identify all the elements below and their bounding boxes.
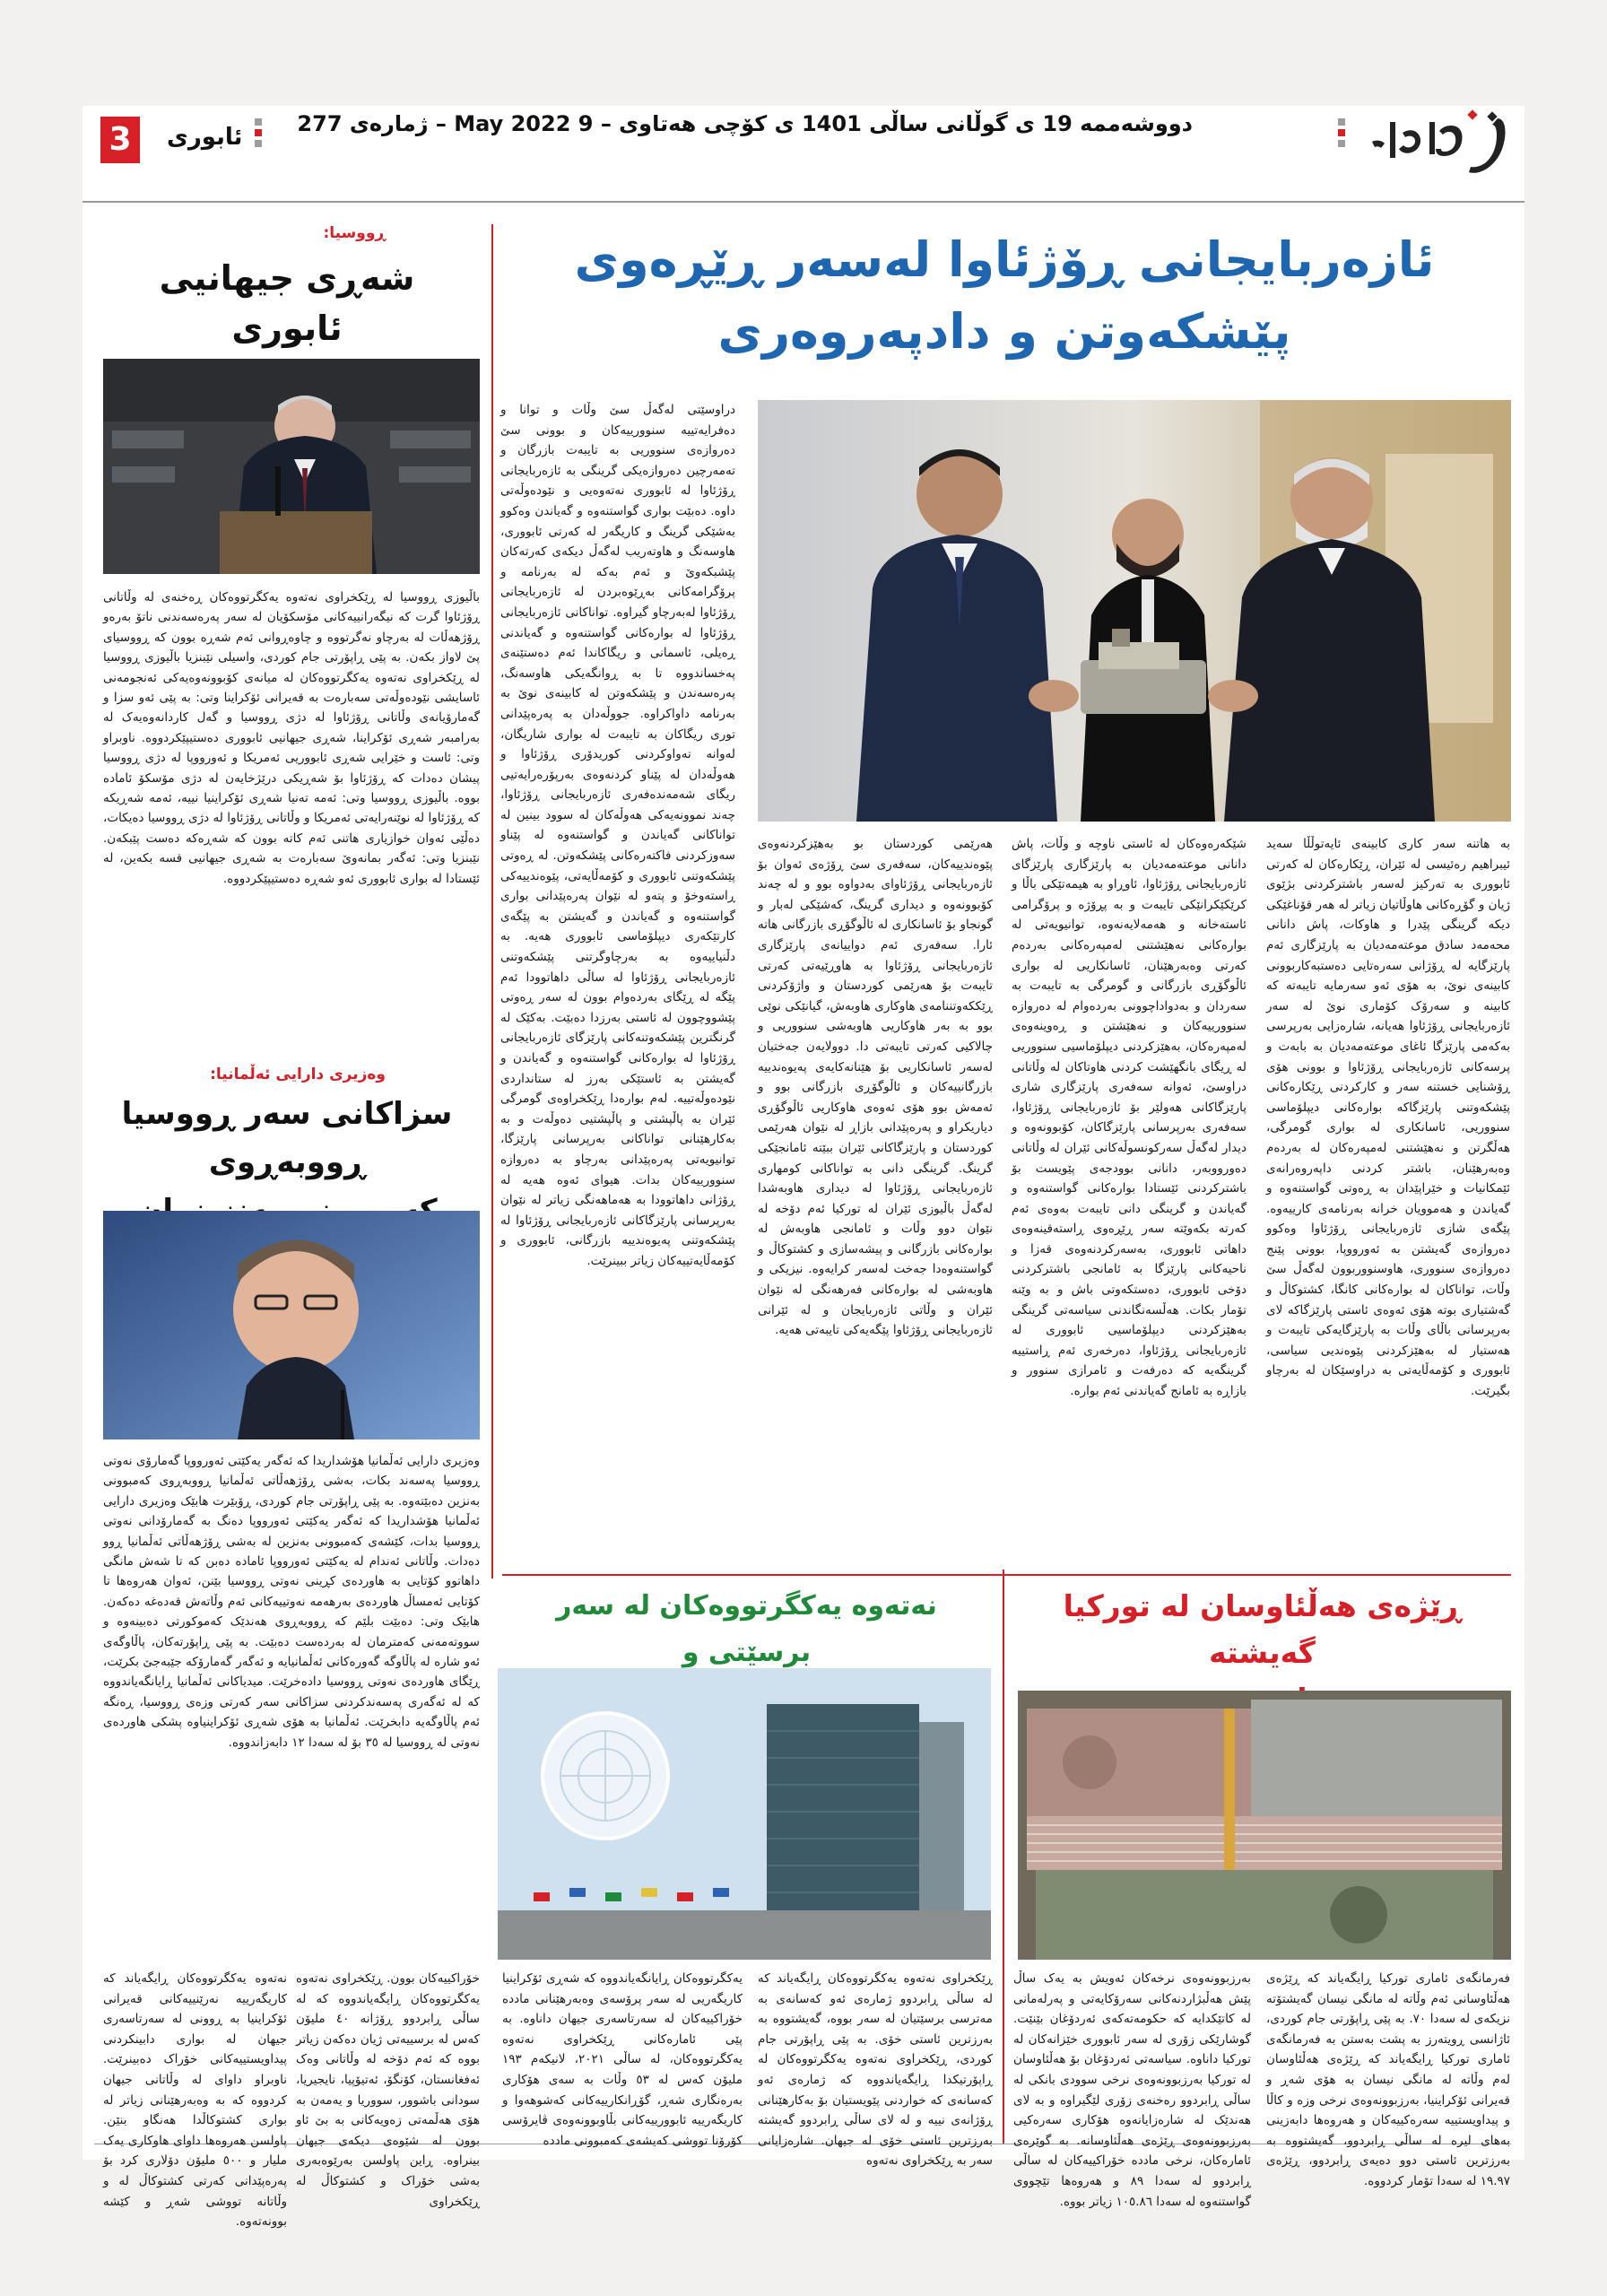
side-story1-body-column — [103, 587, 480, 1054]
turkey-story-text-b: بەرزبوونەوەی نرخەکان ئەویش بە یەک ساڵ پێش هەڵبژاردنەکانی سەرۆکایەتی و پەرلەمانی لە کاتێکدایە کە حکومەتەکەی ئەردۆغان بێنێت. گوشارێکی زۆری لە سەر ئابووری خێزانەکان لە تورکیا داناوە. سیاسەتی ئەردۆغان بۆ هەڵئاوسان لە تورکیا بەرزبوونەوەی نرخی سوودی بانکی لە ساڵی ڕابردوو رەخنەی زۆری لێگیراوە و بە لای هەندێک لە شارەزایانەوە هۆکاری سەرەکیی بەرزبوونەوەی ڕێژەی هەڵئاوسانە. بە گوێرەی ئامارەکان، نرخی ماددە خۆراکییەکان لە ساڵی ڕابردوو لە سەدا ٨٩ و هەروەها تێچووی گواستنەوە لە سەدا ١٠٥.٨٦ زیاتر بووە. — [1013, 1971, 1251, 2209]
section-label: ئابوری — [167, 124, 243, 151]
main-story-text-middle: هەرێمی کوردستان بو بەهێزکردنەوەی پێوەندییەکان، سەفەری سێ ڕۆژەی ئەوان بۆ ئازەربایجانی ڕۆژئاوای بەدواوە بوو و لە چەند کۆبوونەوە و دیداری گرینگ، کەشێکی لەبار و گونجاو بۆ ئاسانکاری لە ئاڵوگۆڕی بازرگانی هاتە ئارا. سەفەری ئەم دواییانەی پارێزگاری ئازەربایجانی ڕۆژئاوا بە هاوڕێیەتی کەرتی تایبەت بۆ هەرێمی کوردستان و واژۆکردنی ڕێککەوتننامەی هاوکاری هاوبەش، گیانێکی نوێی بوو بە بەر هاوکاریی هاوبەشی سنووریی و چالاکیی کەرتی تایبەتی دا. دوولایەن جەختیان لەسەر ئاسانکاریی بۆ هێنانەکایەی پەیوەندییە بازرگانییەکان و ئاڵوگۆڕی بازرگانی بوو و ئەمەش بوو هۆی ئەوەی هاوکاریی ئاڵوگۆڕی دیاریکراو و پەرەپێدانی بازاڕ لە نێوان هەرێمی کوردستان و پارێزگاکانی ئێران ببێتە ئامانجێکی گرینگ. گرینگی دانی بە تواناکانی کومهاری ئازەربایجانی ڕۆژئاوا لە دیداری هاوبەشدا لەگەڵ باڵیوزی ئێران لە تورکیا ئەم دۆخە لە نێوان دوو وڵات و ئامانجی هاوبەش لە بوارەکانی بازرگانی و پیشەسازی و کشتوکاڵ و گواستنەوەدا جەخت لەسەر کرایەوە. نیزیکی و هاوبەشی لە بوارەکانی فەرهەنگی لە نێوان ئێران و وڵاتی ئازەربایجان و لە ئێرانی ئازەربایجانی ڕۆژئاوا پێگەیەکی تایبەتی هەیە. — [758, 837, 993, 1338]
turkey-story-text-a: فەرمانگەی ئاماری تورکیا ڕایگەیاند کە ڕێژەی هەڵئاوسانی ئەم وڵاتە لە مانگی نیسان گەیشتۆتە نزیکەی لە سەدا ٧٠. بە پێی ڕاپۆرتی جام کوردی، ئاژانسی ڕویتەرز بە پشت بەستن بە فەرمانگەی ئاماری تورکیا ڕایگەیاند کە ڕێژەی هەڵئاوسان لەم وڵاتە لە مانگی نیسان بە هۆی شەڕ و قەیرانی ئۆکراینیا، بەرزبوونەوەی نرخی وزە و کاڵا و پیداویستییە سەرەکییەکان و هەروەها دابەزینی بەهای لیرە لە ساڵی ڕابردوو، گەیشتووە بە بەرزترین ئاستی دوو دەیەی ڕابردوو، ڕێژەی ١٩.٩٧ لە سەدا تۆمار کردووە. — [1266, 1971, 1510, 2188]
side-story2-body: وەزیری دارایی ئەڵمانیا هۆشداریدا کە ئەگەر یەکێتی ئەورووپا گەمارۆی نەوتی ڕووسیا پەسەند بکات، بەشی ڕۆژهەڵاتی ئەڵمانیا ڕووبەڕوی کەمبوونی بەنزین دەبێتەوە. بە پێی ڕاپۆرتی جام کوردی، ڕۆبێرت هابێک وەزیری دارایی ئەڵمانیا هۆشداریدا کە ئەگەر یەکێتی ئەورووپا دەنگ بە گەمارۆدانی نەوتی ڕووسیا بدات، کێشەی کەمبوونی بەنزین لە بەشی ڕۆژهەڵاتی ئەڵمانیا ڕوو دەدات. وڵاتانی ئەندام لە یەکێتی ئەورووپا ئامادە دەبن کە تا شەش مانگی داهاتوو کۆتایی بە هاوردەی کڕینی نەوتی ڕووسیا بێنن، ئەوان هەروەها تا کۆتایی ئەمساڵ هاوردەی بەرهەمە نەوتییەکانی ئەم وڵاتەش قەدەغە دەکەن. هابێک وتی: دەبێت بلێم کە ڕووبەڕوی هەندێک کەموکورتی دەبینەوە و سووتەمەنی کەمترمان لە بەردەست دەبێت. بە پێی ڕاپۆرتەکان، پاڵاوگەی ئەو شارە لە پاڵاوگە گەورەکانی ئەڵمانیایە و ئەگەر گەمارۆکە جێبەجێ بکرێت، ڕێگای هاوردەی نەوتی ڕووسیا دادەخرێت. میدیاکانی ئەڵمانیا ڕایانگەیاندووە کە لە ئەگەری پەسەندکردنی سزاکانی سەر کەرتی وزەی ڕووسیا، ڕەنگە ئەم پاڵاوگەیە دابخرێت. ئەڵمانیا بە هۆی شەڕی ئۆکراینیاوە پشکی هاوردەی نەوتی لە ڕووسیا لە ٣٥ بۆ لە سەدا ١٢ دابەزاندووە. — [103, 1454, 480, 1750]
side-story2-headline-line1: سزاکانی سەر ڕووسیا ڕووبەڕوی — [121, 1096, 453, 1180]
side-story1-photo-ambassador — [103, 359, 480, 574]
side-story1-body: باڵیوزی ڕووسیا لە ڕێکخراوی نەتەوە یەکگرتووەکان ڕەخنەی لە وڵاتانی ڕۆژئاوا گرت کە نیگەرانییەکانی مۆسکۆیان لە سەر پەرەسەندنی ناتۆ بەرەو ڕۆژهەڵات لە بەرچاو نەگرتووە و چاوەڕوانی ئەم شەڕە بوون کە ڕووسیای پێ لاواز بکەن. بە پێی ڕاپۆرتی جام کوردی، واسیلی نێبنزیا باڵیوزی ڕووسیا لە ڕێکخراوی نەتەوە یەکگرتووەکان لە میانەی کۆبوونەوەیەکی ئەنجومەنی ئاسایشی نێودەوڵەتی سەبارەت بە قەیرانی ئۆکراینا وتی: بە پێی ئەو سزا و گەمارۆیانەی وڵاتانی ڕۆژئاوا لە دژی ڕووسیا و گەل کاردانەوەیەک لە بەرامبەر شەڕی ئۆکراینا، شەڕی جیهانیی ئابووری دەستیپێکردووە. ناوبراو وتی: ئاست و خێرایی شەڕی ئابووریی ئەمریکا و ئەورووپا لە دژی ڕووسیا پیشان دەدات کە ڕۆژئاوا بۆ شەڕیکی درێژخایەن لە دژی مۆسکۆ ئامادە بووە. باڵیوزی ڕووسیا وتی: ئەمە تەنیا شەڕی ئۆکراینیا نییە، ئەمە شەڕیکە کە ڕۆژئاوا لە نوێنەرایەتی ئەمریکا و وڵاتانی ڕۆژئاوا لە دژی ڕووسیا دەیکات، دەڵێی ئەوان خوازیاری هاتنی ئەم کاتە بوون کە شەڕەکە دەست پێبکەن. نێبنزیا وتی: ئەگەر بمانەوێ سەبارەت بە شەڕی جیهانیی قسە بکەین، لە ئێستادا لە بواری ئابووری ئەو شەڕە دەستیپێکردووە. — [103, 590, 480, 886]
main-headline — [502, 224, 1507, 368]
header-dots-left — [255, 115, 264, 151]
un-story-headline-line1: نەتەوە یەکگرتووەکان لە سەر برسێتی و — [556, 1590, 937, 1668]
main-story-column-middle — [758, 834, 993, 1568]
turkey-story-column-b — [1013, 1969, 1251, 2209]
un-story-text-d: نەتەوە یەکگرتووەکان ڕایگەیاند کە کاریگەرییە نەرێنییەکانی قەیرانی ئۆکراینیا بە ڕوونی لە سەرتاسەری جیهان لە بواری دابینکردنی پیداویستییەکانی خۆراک دەبینرێت. ناوبراو داوای لە وڵاتانی جیهان کردووە کە بە وەبەرهێنانی زیاتر لە بواری کشتوکاڵدا هەنگاو بنێن. پاولسن هەروەها داوای هاوکاری یەک ملیار و ٥٠٠ ملیۆن دۆلاری کرد بۆ پەرەپێدانی کەرتی کشتوکاڵ لە و وڵاتانە تووشی شەڕ و کێشە بوونەتەوە. — [103, 1971, 287, 2230]
un-story-photo-headquarters — [498, 1668, 991, 1960]
turkey-story-headline-line1: ڕێژەی هەڵئاوسان لە تورکیا گەیشتە — [1063, 1588, 1462, 1670]
page-number: 3 — [100, 117, 140, 163]
main-headline-line2: پێشکەوتن و دادپەروەری — [717, 303, 1291, 360]
issue-dateline: دووشەممە 19 ی گوڵانی ساڵی 1401 ی کۆچی هەتاوی – 9 May 2022 – ژمارەی 277 — [297, 111, 1193, 136]
side-story1-headline-line1: شەڕی جیهانیی ئابوری — [159, 258, 415, 348]
turkey-story-photo-banknotes — [1018, 1691, 1511, 1960]
un-story-column-d — [103, 1969, 287, 2230]
un-story-column-c — [296, 1969, 480, 2209]
un-story-text-a: ڕێکخراوی نەتەوە یەکگرتووەکان ڕایگەیاند کە لە ساڵی ڕابردوو ژمارەی ئەو کەسانەی بە مەترسی برسێتیان لە سەر بووە، گەیشتووە بە بەرزترین ئاستی خۆی. بە پێی ڕاپۆرتی جام کوردی، ڕێکخراوی نەتەوە یەکگرتووەکان لە ڕاپۆرتیکدا ڕایگەیاندووە کە ژمارەی ئەو کەسانەی کە خواردنی پێویستیان بۆ بەکارهێنانی ڕۆژانەی نییە و لە لای ساڵی ڕابردوو گەیشتە بەرزترین ئاستی خۆی لە جیهان. شارەزایانی سەر بە ڕێکخراوی نەتەوە — [758, 1971, 993, 2169]
main-story-text-b: شێکەرەوەکان لە ئاستی ناوچە و وڵات، پاش دانانی موعتەمەدیان بە پارێزگاری پارێزگای ئازەربایجانی ڕۆژئاوا، ئاوڕاو بە هیمەتێکی باڵا و کرێکێکرانێکی تایبەت و بە پڕۆژە و پرۆگرامی ئاستەخانە و هەمەلایەنەوە، توانیویەتی لە بوارەکانی نەهێشتنی لەمپەرەکانی بەردەم کەرتی وەبەرهێنان، ئاسانکاریی لە بواری ئاڵوگۆڕی بازرگانی و گومرگی بە تایبەت بە سەردان و بەدواداچوونی بەردەوام لە دەروازە سنوورییەکان و نەهێشتن و ڕەوینەوەی لەمپەرەکان، بەهێزکردنی دیپلۆماسیی سنووریی لە ڕیگای بانگهێشت کردنی هاوتاکان لە وڵاتانی دراوسێ، ئەوانە سەفەری پارێزگاری شاری پارێزگاکانی هەولێر بۆ ئازەربایجانی ڕۆژئاوا، سەفەری بەرپرسانی پارێزگاکان، کۆبوونەوە و دیدار لەگەڵ سەرکونسوڵەکانی ئێران لە وڵاتانی دەورووبەر، دانانی بوودجەی پێویست بۆ باشترکردنی ئێستادا بوارەکانی گواستنەوە و گەیاندن و گرینگی دانی تایبەت بەوەی ئەم کەرتە بکەوێتە سەر ڕێڕەوی ڕاستەقینەوەی داهاتی ئابووری، بەسەرکردنەوەی قەزا و ناحیەکانی پارێزگا بە ئامانجی باشترکردنی دۆخی ئابووری، دەستکەوتی باش و بە وێنە تۆمار بکات. هەڵسەنگاندنی سیاسەتی گرینگی بەهێزکردنی دیپلۆماسیی ئابووری لە ئازەربایجانی ڕۆژئاوا، دەرخەری ئەم ڕاستییە گرینگەیە کە دەرفەت و ئامرازی سنوور و بازاڕە بە ئامانج گەیاندنی ئەم بوارە. — [1012, 837, 1247, 1399]
side-story2-kicker: وەزیری دارایی ئەڵمانیا: — [210, 1065, 386, 1083]
column-separator-bottom — [1003, 1570, 1004, 2144]
turkey-story-column-a — [1266, 1969, 1510, 2188]
side-story2-body-column — [103, 1451, 480, 1935]
side-story2-photo-minister — [103, 1211, 480, 1439]
header-dots-right — [1338, 115, 1347, 151]
main-story-column-left — [500, 400, 735, 1566]
main-story-column-b — [1012, 834, 1247, 1568]
un-story-column-b — [502, 1969, 743, 2148]
header-divider — [83, 201, 1524, 203]
bottom-story-rule — [502, 1574, 1511, 1576]
un-story-text-c: خۆراکییەکان بوون. ڕێکخراوی نەتەوە یەکگرتووەکان ڕایگەیاندووە کە لە ساڵی ڕابردوو ڕۆژانە ٤٠ ملیۆن کەس لە برسییەتی ژیان دەکەن زیاتر بووە کە ئەم دۆخە لە وڵاتانی وەک ئەفغانستان، کۆنگۆ، ئەتیۆپیا، نایجیریا، سودانی باشوور، سووریا و یەمەن بە هۆی هەڵمەتی زەویەکانی بە بێ ئاو بوون لە شێوەی دیکەی جیهان بینراوە. ڕاین پاولسن بەرێوەبەری بەشی خۆراک و کشتوکاڵ لە ڕێکخراوی — [296, 1971, 480, 2209]
un-story-column-a — [758, 1969, 993, 2169]
main-headline-line1: ئازەربایجانی ڕۆژئاوا لەسەر ڕێڕەوی — [574, 231, 1435, 288]
main-story-text-left: دراوسێتی لەگەڵ سێ وڵات و توانا و دەفرایەتییە سنوورییەکان و بوونی سێ دەروازەی سنووریی بە تایبەت بازرگان و تەمەرچین دەروازەیکی گرینگی بە ئازەربایجانی ڕۆژئاوا لە ئابووری نەتەوەیی و نێودەوڵەتی داوە. دەبێت بواری گواستنەوە و گەیاندن وەکوو بەشێکی گرینگ و کاریگەر لە کەرتی ئابووری، هاوسەنگ و هاوتەریب لەگەڵ دیکەی کەرتەکان پێشبکەوێ و ئەم بەکە لە بەرنامە و پرۆگرامەکانی بەڕێوەبردن لە ئازەربایجانی ڕۆژئاوا لەبەرچاو گیراوە. تواناکانی ئازەربایجانی ڕۆژئاوا لە بوارەکانی گواستنەوە و گەیاندنی ڕەیلی، ئاسمانی و ریگاکاندا ئەم دەستێنەی پەخساندووە تا بە ڕوانگەیکی هاوسەنگ، پەرەسەندن و پێشکەوتن لە کابینەی نوێ بە بەرنامە داواکراوە. جووڵەدان بە پەرەپێدانی توری ریگاکان بە تایبەت لە بواری شاریگان، لەوانە تەواوکردنی کوریدۆری ڕۆژئاوا و هەوڵەدان لە پێناو کردنەوەی بەرپۆرەرایەتیی ریگای شەمەندەفەری ئازەربایجانی ڕۆژئاوا، چەند نموونەیەکی هەوڵەکان لە سوود بینین لە تواناکانی گەیاندن و گواستنەوە لە پێناو سەوزکردنی فاکتەرەکانی پێشکەوتن. لە ڕەوتی پێشکەوتنی ئابووری و کۆمەڵایەتی، پێوەندییەکی ڕاستەوخۆ و پتەو لە نێوان پەرەپێدانی بواری گواستنەوە و گەیاندن و گەیشتن بە پێگەی کارتێکەری دیپلۆماسی ئابووری هەیە. بە دڵنیاییەوە بە بەرچاوگرتنی پێشکەوتنی ئازەربایجانی ڕۆژئاوا لە ساڵی داهاتوودا ئەم پێگە لە ڕێگای بەردەوام بوون لە سەر ڕەوتی پێشووچوون لە ئاستی بەرزدا دەبێت. بەکێک لە گرنگترین پێشکەوتنەکانی پارێزگای ئازەربایجانی ڕۆژئاوا لە بوارەکانی گواستنەوە و گەیاندن و گەیشتن بە ئاستێکی بەرز لە ستانداردی نێودەوڵەتییە. لەم بوارەدا ڕێکخراوەی گومرگی ئێران بە پاڵپشتی و پاڵپشتیی دەوڵەت و بە بەکارهێنانی تواناکانی بەرپرسانی پارێزگا، توانیویەتی پەرەپێدانی بەرچاو بە دەروازە سنوورییەکان بدات. هیوای ئەوە هەیە لە ڕۆژانی داهاتوودا بە هەماهەنگی زیاتر لە نێوان بەرپرسانی پارێزگاکانی ئازەربایجانی ڕۆژئاوا لە پێشکەوتنی پەیوەندییە بازرگانی، ئابووری و کۆمەڵایەتییەکان زیاتر ببینرێت. — [500, 403, 735, 1268]
side-story1-kicker: ڕووسیا: — [323, 224, 386, 242]
main-story-text-a: بە هاتنە سەر کاری کابینەی ئایەتوڵڵا سەید ئیبراهیم رەئیسی لە ئێران، ڕێکارەکان لە کەرتی ئابووری بە تەرکیز لەسەر باشترکردنی بژێوی ژیان و گۆڕەکانی هاوڵاتیان زیاتر لە هەر قۆناغێکی دیکە گرینگی پێدرا و هاوکات، پاش دانانی محەمەد سادق موعتەمەدیان بە پارێزگاری ئەم پارێزگایە لە ڕۆژانی سەرەتایی دەستبەکاربوونی کابینەی نوێ، بە هۆی ئەو سەرمایە تایبەتە کە کابینە و سەرۆک کۆماری نوێ لە سەر ئازەربایجانی ڕۆژئاوا هەیانە، شارەزایی بەرپرسی بەکەمی پارێزگا ئاغای موعتەمەدیان بە بابەت و پرسەکانی ئازەربایجانی ڕۆژئاوا و بوونی هۆی ڕۆشنایی خستنە سەر و کارکردنی ڕێکارەکانی پێشکەوتنی پارێزگاکە بوارەکانی دیپلۆماسی سنووریی، ئاسانکاری لە بواری گومرگی، هەڵگرتن و نەهێشتنی لەمپەرەکان لە بەردەم وەبەرهێنان، باشتر کردنی داپەروەرانەی ئێمکانیات و خێراپێدان بە ڕەوتی گواستنەوە و گەیاندن و هەموویان خرانە بەرنامەی کارییەوە. پێگەی شازی ئازەربایجانی ڕۆژئاوا وەکوو دەروازەی گەیشتن بە ئەورووپا، بوونی پێنج دەروازەی سنووری، هاوسنووربوون لەگەڵ سێ وڵات، تواناکان لە بوارەکانی کانگا، کشتوکاڵ و گەشتیاری بوتە هۆی ئەوەی ئاستی پارێزگاکە لای بەرپرسانی باڵای وڵات بە پارێزگایەکی تایبەت و هەستیار لە بەهێزکردنی پێوەندیی سیاسی، ئابووری و کۆمەڵایەتی بە دراوسێکان لە بەرچاو بگیرێت. — [1266, 837, 1510, 1399]
main-story-column-a — [1266, 834, 1510, 1568]
un-story-text-b: یەکگرتووەکان ڕایانگەیاندووە کە شەڕی ئۆکراینیا کاریگەریی لە سەر پرۆسەی وەبەرهێنانی ماددە خۆراکییەکان لە سەرتاسەری جیهان داناوە. بە پێی ئامارەکانی ڕێکخراوی نەتەوە یەکگرتووەکان، لە ساڵی ٢٠٢١، لانیکەم ١٩٣ ملیۆن کەس لە ٥٣ وڵات بە سەی هۆکاری بەرەنگاری شەڕ، گۆڕانکارییەکانی کەشوهەوا و کاریگەرییە ئابوورییەکانی بڵاوبوونەوەی ڤایرۆسی کۆرۆنا تووشی کەیشەی کەمبوونی ماددە — [502, 1971, 743, 2148]
main-photo-handshake — [758, 400, 1511, 822]
column-separator-left — [491, 224, 493, 1578]
jam-kurdi-logo — [1363, 106, 1524, 187]
